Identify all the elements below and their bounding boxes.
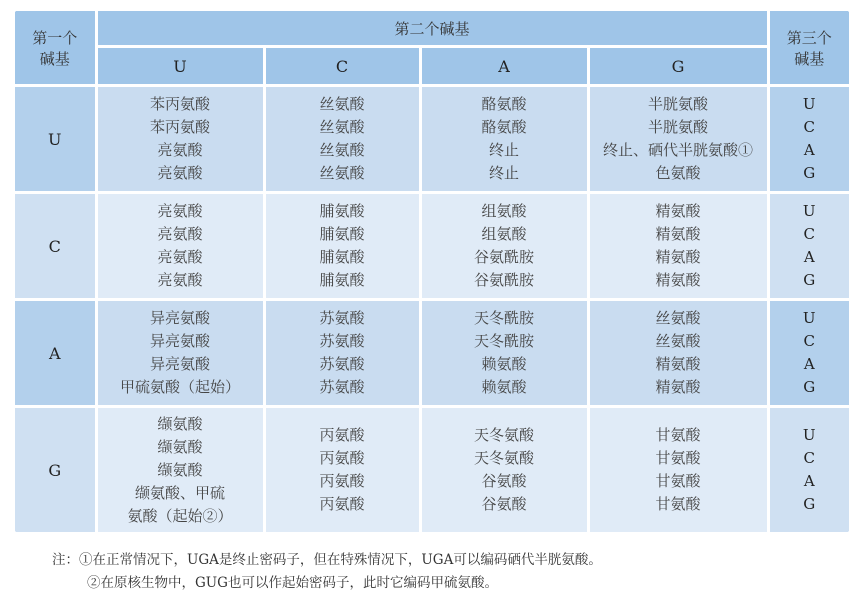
amino-acid-cell — [590, 408, 767, 532]
amino-acid: 酪氨酸 — [481, 118, 527, 136]
amino-acid: 天冬氨酸 — [473, 449, 534, 467]
amino-acid: 异亮氨酸 — [149, 332, 210, 350]
amino-acid-cell — [590, 87, 767, 191]
amino-acid: 精氨酸 — [655, 271, 701, 289]
amino-acid: 甘氨酸 — [655, 426, 701, 444]
second-base-U: U — [98, 48, 263, 84]
amino-acid: 丙氨酸 — [319, 449, 365, 467]
amino-acid-cell — [98, 301, 263, 405]
amino-acid: 苏氨酸 — [319, 332, 365, 350]
amino-acid: 精氨酸 — [655, 355, 701, 373]
amino-acid: 脯氨酸 — [319, 271, 365, 289]
third-base: G — [803, 271, 816, 289]
third-base: C — [803, 332, 815, 350]
amino-acid-cell — [98, 87, 263, 191]
amino-acid: 色氨酸 — [655, 164, 701, 182]
amino-acid-cell — [422, 301, 587, 405]
amino-acid: 苏氨酸 — [319, 309, 365, 327]
amino-acid: 甘氨酸 — [655, 449, 701, 467]
amino-acid: 缬氨酸 — [157, 460, 203, 479]
third-base: G — [803, 495, 816, 513]
amino-acid: 丝氨酸 — [319, 164, 365, 182]
amino-acid: 异亮氨酸 — [149, 309, 210, 327]
amino-acid: 半胱氨酸 — [647, 95, 708, 113]
third-base: U — [802, 426, 816, 444]
amino-acid: 缬氨酸 — [157, 437, 203, 456]
amino-acid: 半胱氨酸 — [647, 118, 708, 136]
third-base: U — [802, 309, 816, 327]
amino-acid: 丙氨酸 — [319, 426, 365, 444]
amino-acid: 亮氨酸 — [157, 202, 203, 220]
third-base-cell — [770, 87, 850, 191]
amino-acid: 氨酸（起始②） — [127, 506, 233, 525]
first-base-cell: G — [15, 408, 95, 532]
amino-acid-cell — [266, 301, 419, 405]
amino-acid: 丝氨酸 — [319, 141, 365, 159]
amino-acid: 异亮氨酸 — [149, 355, 210, 373]
amino-acid: 丙氨酸 — [319, 495, 365, 513]
amino-acid: 亮氨酸 — [157, 164, 203, 182]
amino-acid: 终止 — [488, 164, 519, 182]
amino-acid-cell — [422, 87, 587, 191]
amino-acid: 天冬酰胺 — [473, 332, 534, 350]
header-line: 第三个 — [786, 28, 832, 47]
third-base: G — [803, 164, 816, 182]
first-base-header — [15, 11, 95, 84]
third-base: C — [803, 118, 815, 136]
amino-acid-cell — [266, 87, 419, 191]
third-base: G — [803, 378, 816, 396]
amino-acid: 丝氨酸 — [655, 309, 701, 327]
amino-acid: 丝氨酸 — [319, 95, 365, 113]
note-2: ②在原核生物中，GUG也可以作起始密码子，此时它编码甲硫氨酸。 — [87, 575, 498, 591]
second-base-A: A — [422, 48, 587, 84]
third-base: C — [803, 225, 815, 243]
amino-acid-cell — [422, 408, 587, 532]
third-base: A — [803, 472, 815, 490]
first-base-cell: C — [15, 194, 95, 298]
first-base-cell: U — [15, 87, 95, 191]
amino-acid: 缬氨酸 — [157, 414, 203, 433]
codon-row-A — [15, 301, 849, 405]
header-line: 碱基 — [794, 49, 825, 68]
amino-acid-cell — [422, 194, 587, 298]
codon-row-G — [15, 408, 849, 532]
amino-acid: 谷氨酸 — [481, 495, 527, 513]
amino-acid: 终止 — [488, 141, 519, 159]
third-base-cell — [770, 408, 850, 532]
third-base: U — [802, 95, 816, 113]
amino-acid: 谷氨酸 — [481, 472, 527, 490]
codon-table — [12, 8, 852, 535]
amino-acid: 甘氨酸 — [655, 472, 701, 490]
second-base-G: G — [590, 48, 767, 84]
amino-acid: 甘氨酸 — [655, 495, 701, 513]
second-base-C: C — [266, 48, 419, 84]
amino-acid-cell — [98, 408, 263, 532]
amino-acid: 苯丙氨酸 — [149, 118, 210, 136]
amino-acid: 精氨酸 — [655, 378, 701, 396]
header-line: 碱基 — [39, 49, 70, 68]
amino-acid: 终止、硒代半胱氨酸① — [602, 141, 753, 159]
amino-acid: 赖氨酸 — [481, 355, 527, 373]
amino-acid: 酪氨酸 — [481, 95, 527, 113]
amino-acid: 脯氨酸 — [319, 248, 365, 266]
note-1: 注：①在正常情况下，UGA是终止密码子，但在特殊情况下，UGA可以编码硒代半胱氨酸。 — [52, 552, 602, 568]
amino-acid-cell — [98, 194, 263, 298]
second-base-header: 第二个碱基 — [98, 11, 767, 45]
third-base: U — [802, 202, 816, 220]
third-base-header — [770, 11, 850, 84]
amino-acid: 甲硫氨酸（起始） — [119, 378, 240, 396]
amino-acid: 脯氨酸 — [319, 202, 365, 220]
third-base: A — [803, 141, 815, 159]
amino-acid: 脯氨酸 — [319, 225, 365, 243]
amino-acid: 缬氨酸、甲硫 — [134, 483, 225, 502]
amino-acid-cell — [590, 194, 767, 298]
amino-acid: 天冬氨酸 — [473, 426, 534, 444]
amino-acid-cell — [590, 301, 767, 405]
codon-row-U — [15, 87, 849, 191]
amino-acid: 苏氨酸 — [319, 378, 365, 396]
amino-acid: 亮氨酸 — [157, 248, 203, 266]
amino-acid: 亮氨酸 — [157, 141, 203, 159]
amino-acid: 谷氨酰胺 — [473, 248, 534, 266]
first-base-cell: A — [15, 301, 95, 405]
amino-acid: 赖氨酸 — [481, 378, 527, 396]
amino-acid: 组氨酸 — [481, 225, 527, 243]
amino-acid: 组氨酸 — [481, 202, 527, 220]
amino-acid: 丝氨酸 — [319, 118, 365, 136]
amino-acid: 精氨酸 — [655, 202, 701, 220]
amino-acid: 天冬酰胺 — [473, 309, 534, 327]
amino-acid: 苯丙氨酸 — [149, 95, 210, 113]
amino-acid: 亮氨酸 — [157, 225, 203, 243]
amino-acid: 丝氨酸 — [655, 332, 701, 350]
amino-acid: 谷氨酰胺 — [473, 271, 534, 289]
amino-acid-cell — [266, 408, 419, 532]
amino-acid: 亮氨酸 — [157, 271, 203, 289]
amino-acid: 精氨酸 — [655, 225, 701, 243]
codon-row-C — [15, 194, 849, 298]
third-base: C — [803, 449, 815, 467]
header-line: 第一个 — [32, 28, 78, 47]
third-base-cell — [770, 301, 850, 405]
amino-acid: 丙氨酸 — [319, 472, 365, 490]
third-base: A — [803, 248, 815, 266]
amino-acid: 苏氨酸 — [319, 355, 365, 373]
amino-acid-cell — [266, 194, 419, 298]
third-base-cell — [770, 194, 850, 298]
amino-acid: 精氨酸 — [655, 248, 701, 266]
third-base: A — [803, 355, 815, 373]
